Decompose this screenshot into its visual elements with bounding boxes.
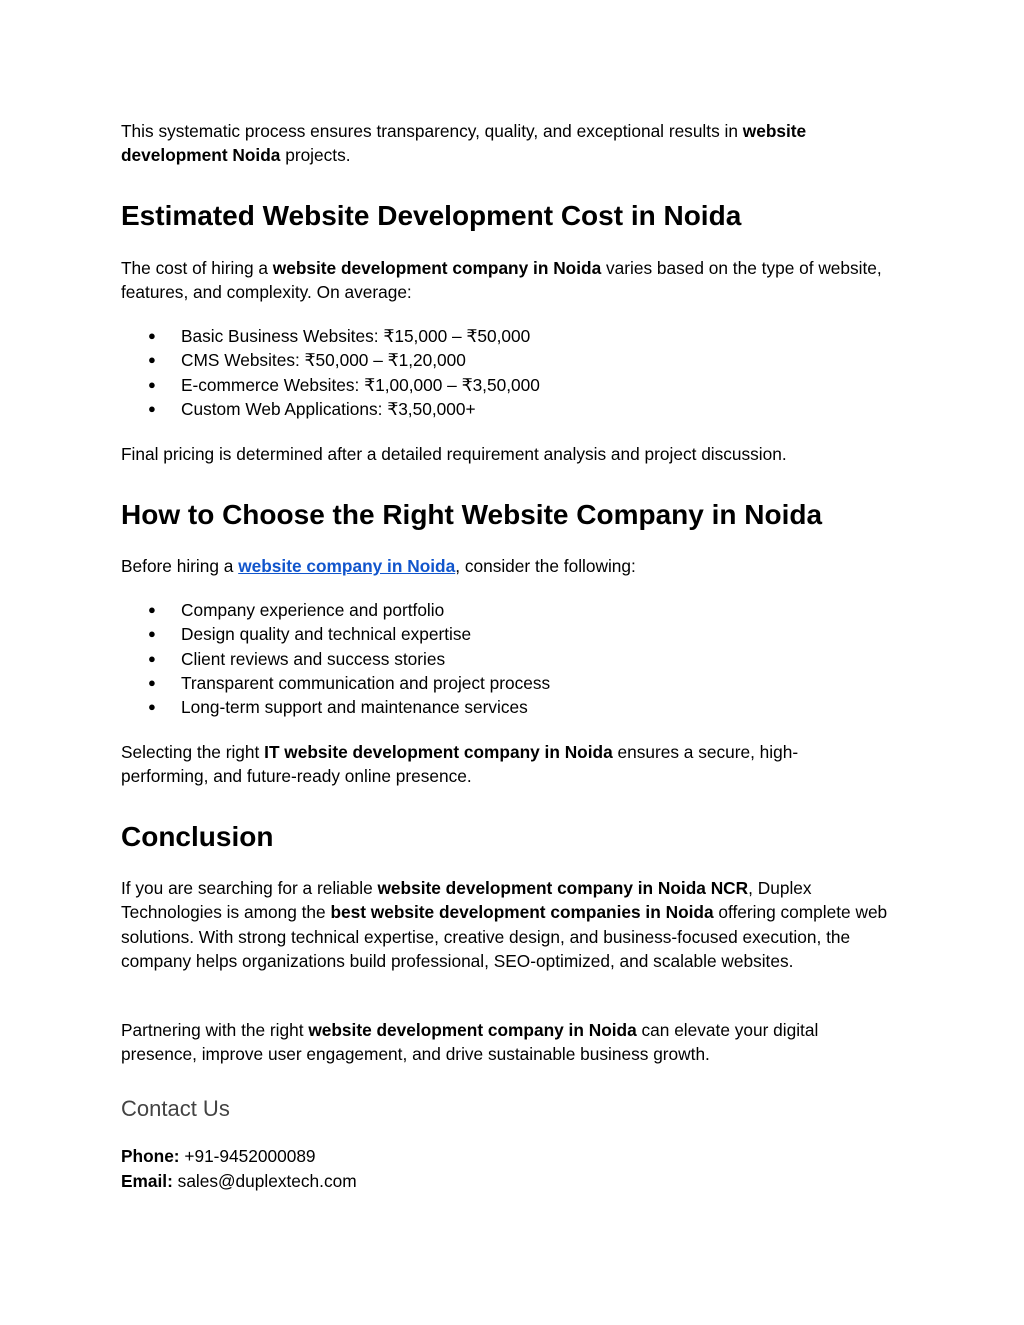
bold-text: best website development companies in Noida xyxy=(330,902,714,923)
heading-contact: Contact Us xyxy=(121,1096,230,1121)
list-item-label: Design quality and technical expertise xyxy=(181,624,472,645)
website-company-link[interactable]: website company in Noida xyxy=(238,556,456,576)
list-item-label: Long-term support and maintenance services xyxy=(181,697,528,718)
text: varies based on the type of website, features, and complexity. On average: xyxy=(121,258,882,303)
bullet-icon: ● xyxy=(148,650,156,666)
choose-intro-paragraph xyxy=(121,554,911,578)
contact-phone xyxy=(121,1144,911,1168)
phone-label: Phone: xyxy=(121,1146,180,1166)
heading-conclusion: Conclusion xyxy=(121,821,274,852)
cost-intro-paragraph xyxy=(121,256,911,305)
bold-text: IT website development company in Noida xyxy=(264,742,613,762)
bullet-icon: ● xyxy=(148,352,156,368)
text: Before hiring a xyxy=(121,556,239,576)
list-item-label: Custom Web Applications: ₹3,50,000+ xyxy=(181,398,476,419)
list-item-label: Client reviews and success stories xyxy=(181,648,446,669)
text: , consider the following: xyxy=(455,556,636,576)
cost-list xyxy=(121,324,911,421)
list-item xyxy=(121,671,911,695)
text: Selecting the right xyxy=(121,742,265,762)
bullet-icon: ● xyxy=(148,674,156,690)
conclusion-paragraph-2 xyxy=(121,1018,881,1067)
heading-cost: Estimated Website Development Cost in Noida xyxy=(121,200,742,231)
text: , Duplex Technologies is among the xyxy=(121,878,812,923)
cost-note-paragraph: Final pricing is determined after a detailed requirement analysis and project discussion. xyxy=(121,444,787,464)
text: The cost of hiring a xyxy=(121,258,273,278)
list-item xyxy=(121,598,911,622)
text: ensures a secure, high-performing, and future-ready online presence. xyxy=(121,742,799,787)
choose-list xyxy=(121,598,911,719)
bold-text: website development company in Noida NCR xyxy=(377,878,749,898)
bold-text: website development Noida xyxy=(121,121,807,166)
list-item xyxy=(121,348,911,372)
text: This systematic process ensures transparency, quality, and exceptional results in xyxy=(121,121,743,141)
bullet-icon: ● xyxy=(148,626,156,642)
list-item xyxy=(121,397,911,421)
text: If you are searching for a reliable xyxy=(121,878,378,898)
phone-value: +91-9452000089 xyxy=(179,1146,316,1166)
list-item xyxy=(121,622,911,646)
list-item xyxy=(121,695,911,719)
bullet-icon: ● xyxy=(148,328,156,343)
list-item xyxy=(121,373,911,397)
bullet-icon: ● xyxy=(148,602,156,617)
list-item xyxy=(121,324,911,348)
bullet-icon: ● xyxy=(148,699,156,715)
text: can elevate your digital presence, improve user engagement, and drive sustainable business growth. xyxy=(121,1020,819,1065)
conclusion-paragraph-1 xyxy=(121,876,906,973)
list-item-label: Basic Business Websites: ₹15,000 – ₹50,000 xyxy=(181,326,531,346)
text: projects. xyxy=(280,145,351,166)
bullet-icon: ● xyxy=(148,400,156,416)
intro-paragraph xyxy=(121,119,911,168)
heading-choose: How to Choose the Right Website Company in Noida xyxy=(121,499,823,530)
email-value: sales@duplextech.com xyxy=(172,1171,357,1191)
list-item-label: E-commerce Websites: ₹1,00,000 – ₹3,50,000 xyxy=(181,374,540,395)
list-item xyxy=(121,647,911,671)
contact-email xyxy=(121,1169,911,1193)
bullet-icon: ● xyxy=(148,376,156,392)
list-item-label: Transparent communication and project process xyxy=(181,672,551,693)
text: Partnering with the right xyxy=(121,1020,309,1040)
choose-outro-paragraph xyxy=(121,740,811,789)
text: offering complete web solutions. With strong technical expertise, creative design, and business-focused execution, the company helps organizations build professional, SEO-optimized, and scalable websites. xyxy=(121,902,888,971)
list-item-label: CMS Websites: ₹50,000 – ₹1,20,000 xyxy=(181,350,466,371)
email-label: Email: xyxy=(121,1171,173,1191)
list-item-label: Company experience and portfolio xyxy=(181,600,445,620)
bold-text: website development company in Noida xyxy=(272,258,602,278)
bold-text: website development company in Noida xyxy=(308,1020,637,1040)
